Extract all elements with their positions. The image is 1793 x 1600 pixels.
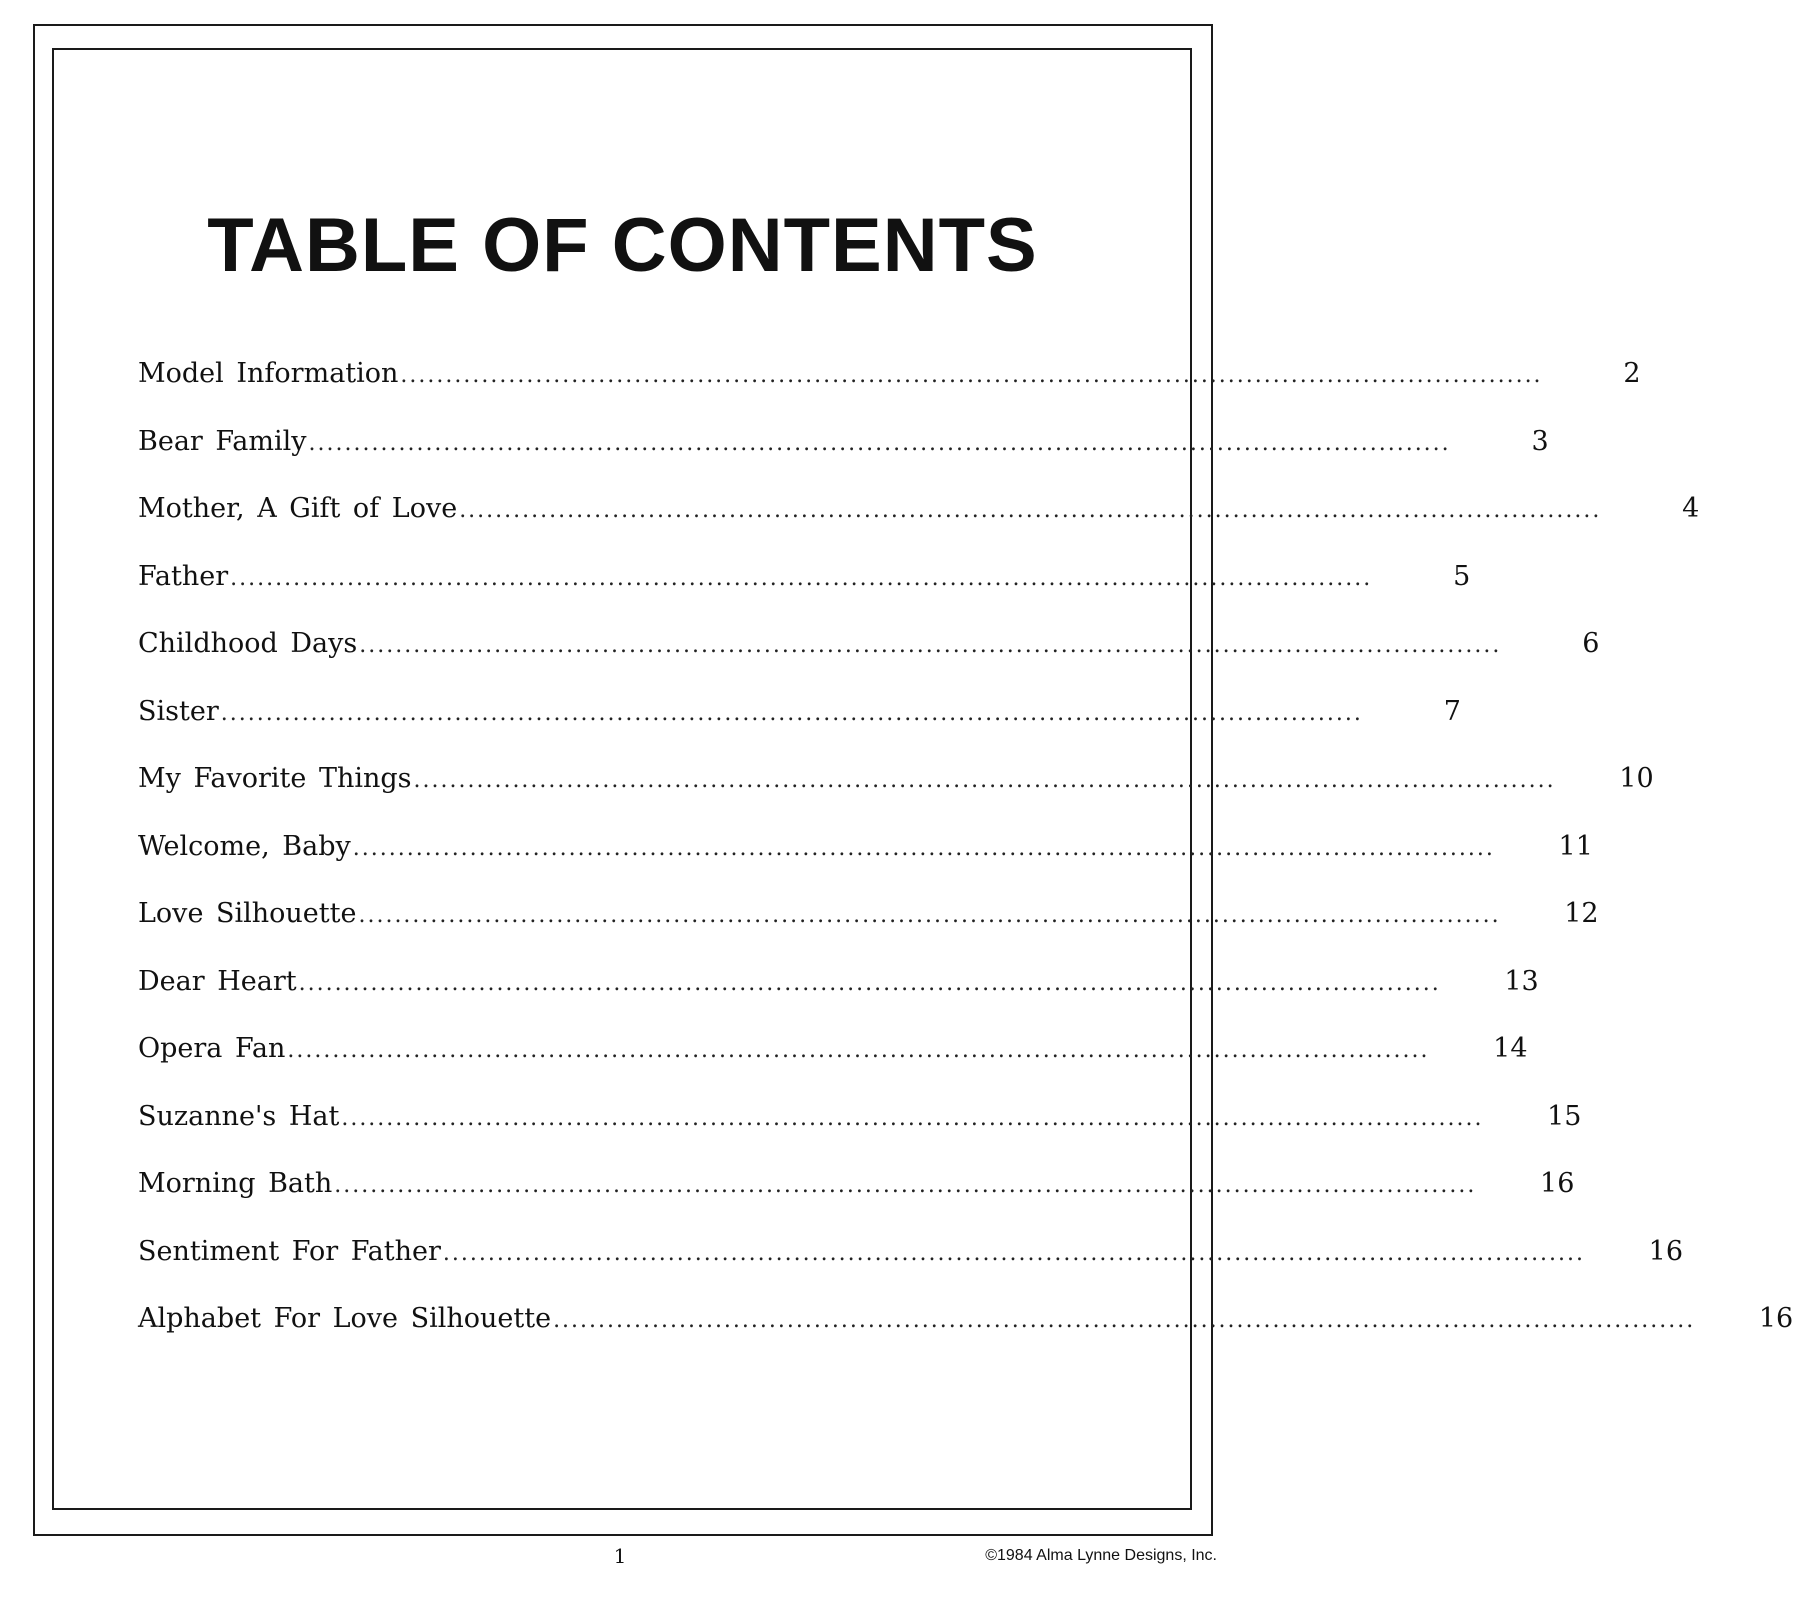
toc-entry-page: 10	[1619, 763, 1654, 794]
toc-entry	[138, 898, 1599, 966]
toc-entry-title: Bear Family	[138, 425, 307, 457]
toc-entry	[138, 358, 1641, 426]
toc-entry-title: Model Information	[138, 358, 399, 389]
toc-entry-page: 7	[1443, 695, 1461, 727]
toc-entry	[138, 830, 1593, 899]
toc-entry-page: 16	[1648, 1235, 1684, 1267]
toc-entry-page: 2	[1623, 358, 1641, 389]
toc-dot-leader: ...............................................................................................................................	[400, 363, 1543, 388]
toc-dot-leader: ...............................................................................................................................	[352, 835, 1495, 861]
toc-entry-title: Morning Bath	[138, 1168, 333, 1199]
toc-dot-leader: ...............................................................................................................................	[359, 633, 1502, 658]
toc-entry	[138, 628, 1600, 696]
copyright-notice: ©1984 Alma Lynne Designs, Inc.	[985, 1547, 1217, 1564]
toc-entry-title: Welcome, Baby	[138, 830, 351, 862]
toc-entry-page: 16	[1540, 1168, 1575, 1199]
toc-entry-page: 14	[1493, 1033, 1528, 1064]
toc-entry-page: 3	[1531, 425, 1549, 457]
toc-entry-title: Childhood Days	[138, 628, 358, 659]
toc-entry	[138, 1033, 1528, 1101]
toc-entry-title: Mother, A Gift of Love	[138, 493, 458, 524]
toc-entry-title: Sentiment For Father	[138, 1235, 441, 1267]
toc-entry-title: Opera Fan	[138, 1033, 286, 1064]
toc-entry-page: 16	[1758, 1303, 1793, 1334]
page-title: TABLE OF CONTENTS	[207, 203, 1038, 288]
toc-entry-title: My Favorite Things	[138, 763, 412, 794]
toc-entry	[138, 1168, 1575, 1236]
toc-entry-page: 5	[1453, 560, 1471, 592]
toc-entry	[138, 1100, 1582, 1169]
toc-entry-page: 13	[1504, 965, 1539, 997]
toc-dot-leader: ...............................................................................................................................	[358, 903, 1501, 928]
toc-entry-title: Love Silhouette	[138, 898, 357, 929]
toc-entry-page: 4	[1682, 493, 1700, 524]
toc-entry	[138, 560, 1471, 629]
toc-entry-page: 15	[1547, 1100, 1582, 1132]
toc-dot-leader: ...............................................................................................................................	[287, 1038, 1430, 1063]
toc-dot-leader: ...............................................................................................................................	[553, 1308, 1696, 1333]
toc-dot-leader: ...............................................................................................................................	[298, 970, 1441, 996]
toc-entry	[138, 493, 1700, 561]
toc-dot-leader: ...............................................................................................................................	[442, 1240, 1586, 1266]
toc-entry-page: 11	[1558, 830, 1593, 862]
page-number: 1	[613, 1544, 627, 1568]
toc-entry-title: Sister	[138, 695, 219, 727]
toc-entry	[138, 1303, 1793, 1371]
toc-entry-title: Father	[138, 560, 229, 592]
toc-entry	[138, 1235, 1684, 1304]
toc-entry	[138, 425, 1549, 494]
toc-entry-title: Dear Heart	[138, 965, 297, 997]
toc-entry	[138, 695, 1461, 764]
toc-dot-leader: ...............................................................................................................................	[413, 768, 1556, 793]
toc-entry	[138, 965, 1539, 1034]
toc-dot-leader: ...............................................................................................................................	[459, 498, 1602, 523]
toc-dot-leader: ...............................................................................................................................	[341, 1105, 1484, 1131]
toc-dot-leader: ...............................................................................................................................	[230, 565, 1373, 591]
toc-entry-page: 6	[1582, 628, 1600, 659]
toc-entry-page: 12	[1564, 898, 1599, 929]
toc-entry-title: Alphabet For Love Silhouette	[138, 1303, 552, 1334]
table-of-contents	[138, 358, 1793, 1371]
toc-dot-leader: ...............................................................................................................................	[308, 430, 1451, 456]
toc-dot-leader: ...............................................................................................................................	[220, 700, 1363, 726]
toc-dot-leader: ...............................................................................................................................	[334, 1173, 1477, 1198]
toc-entry	[138, 763, 1654, 831]
toc-entry-title: Suzanne's Hat	[138, 1100, 340, 1132]
